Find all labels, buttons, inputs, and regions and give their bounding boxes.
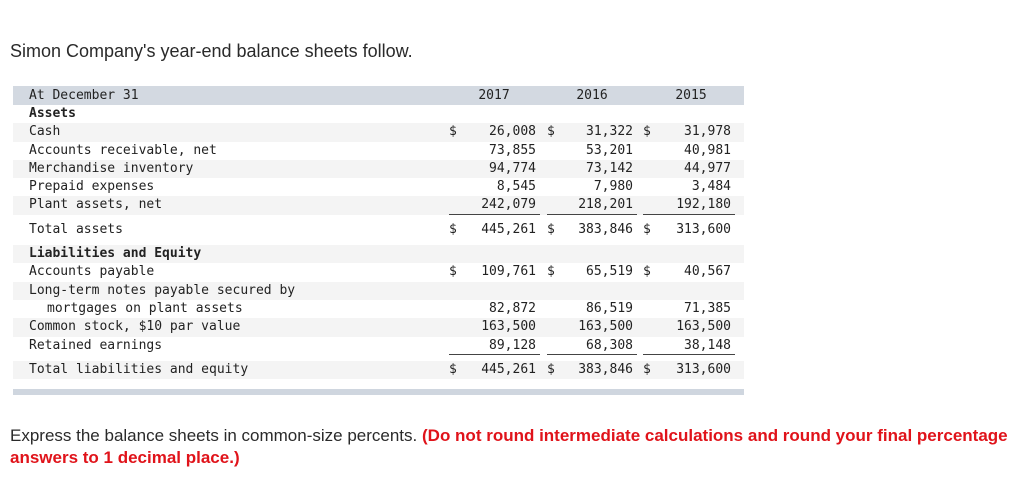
- row-long-term-notes-line1: Long-term notes payable secured by: [13, 282, 744, 300]
- value-cell: [547, 123, 637, 141]
- amount-value: 73,855: [489, 142, 536, 158]
- value-cell: [449, 221, 540, 239]
- value-cell: [449, 263, 540, 281]
- row-total-liabilities-equity: Total liabilities and equity $ 445,261 $ 383,846 $ 313,600: [13, 361, 744, 379]
- amount-value: 218,201: [578, 197, 633, 213]
- intro-text: Simon Company's year-end balance sheets follow.: [10, 41, 413, 61]
- value-cell: [449, 123, 540, 141]
- value-cell: [643, 221, 735, 239]
- value-cell: [449, 318, 540, 336]
- value-cell: [643, 123, 735, 141]
- value-cell: [547, 361, 637, 379]
- amount-value: 53,201: [586, 142, 633, 158]
- row-accounts-payable: Accounts payable $ 109,761 $ 65,519 $ 40,567: [13, 263, 744, 281]
- amount-value: 65,519: [586, 264, 633, 280]
- year-2017: 2017: [478, 88, 510, 103]
- amount-value: 7,980: [593, 179, 633, 195]
- value-cell: [449, 142, 540, 160]
- value-cell: [547, 337, 637, 355]
- currency-symbol: $: [547, 221, 555, 237]
- value-cell: [643, 142, 735, 160]
- row-common-stock: Common stock, $10 par value 163,500 163,500 163,500: [13, 318, 744, 336]
- currency-symbol: $: [643, 264, 651, 280]
- amount-value: 445,261: [481, 221, 536, 237]
- value-cell: [643, 178, 735, 196]
- value-cell: [643, 160, 735, 178]
- currency-symbol: $: [449, 361, 457, 377]
- amount-value: 31,322: [586, 124, 633, 140]
- amount-value: 89,128: [489, 337, 536, 353]
- currency-symbol: $: [643, 124, 651, 140]
- value-cell: [643, 263, 735, 281]
- amount-value: 163,500: [481, 319, 536, 335]
- value-cell: [449, 361, 540, 379]
- currency-symbol: $: [547, 124, 555, 140]
- row-total-assets: Total assets $ 445,261 $ 383,846 $ 313,600: [13, 221, 744, 239]
- amount-value: 192,180: [676, 197, 731, 213]
- amount-value: 163,500: [676, 319, 731, 335]
- row-retained-earnings: Retained earnings 89,128 68,308 38,148: [13, 337, 744, 355]
- value-cell: [547, 142, 637, 160]
- row-prepaid-expenses: Prepaid expenses 8,545 7,980 3,484: [13, 178, 744, 196]
- row-plant-assets: Plant assets, net 242,079 218,201 192,180: [13, 196, 744, 214]
- amount-value: 82,872: [489, 300, 536, 316]
- currency-symbol: $: [449, 221, 457, 237]
- currency-symbol: $: [547, 361, 555, 377]
- table-header: [13, 86, 744, 105]
- row-accounts-receivable: Accounts receivable, net 73,855 53,201 40,981: [13, 142, 744, 160]
- amount-value: 313,600: [676, 361, 731, 377]
- year-2015: 2015: [675, 88, 707, 103]
- currency-symbol: $: [547, 264, 555, 280]
- value-cell: [449, 196, 540, 214]
- value-cell: [547, 263, 637, 281]
- amount-value: 313,600: [676, 221, 731, 237]
- value-cell: [643, 196, 735, 214]
- amount-value: 38,148: [684, 337, 731, 353]
- value-cell: [547, 300, 637, 318]
- question-text: Express the balance sheets in common-size percents.: [10, 426, 418, 445]
- year-2016: 2016: [576, 88, 608, 103]
- row-merchandise-inventory: Merchandise inventory 94,774 73,142 44,977: [13, 160, 744, 178]
- amount-value: 71,385: [684, 300, 731, 316]
- amount-value: 26,008: [489, 124, 536, 140]
- balance-sheet-table: [13, 86, 744, 379]
- value-cell: [449, 178, 540, 196]
- amount-value: 94,774: [489, 160, 536, 176]
- row-cash: Cash $ 26,008 $ 31,322 $ 31,978: [13, 123, 744, 141]
- amount-value: 242,079: [481, 197, 536, 213]
- value-cell: [547, 318, 637, 336]
- amount-value: 3,484: [691, 179, 731, 195]
- section-liabilities-equity: Liabilities and Equity: [13, 245, 744, 263]
- row-long-term-notes-line2: mortgages on plant assets 82,872 86,519 71,385: [13, 300, 744, 318]
- currency-symbol: $: [449, 264, 457, 280]
- amount-value: 383,846: [578, 361, 633, 377]
- amount-value: 40,567: [684, 264, 731, 280]
- value-cell: [449, 300, 540, 318]
- value-cell: [547, 160, 637, 178]
- question-instructions: [10, 425, 1015, 469]
- value-cell: [449, 160, 540, 178]
- value-cell: [547, 196, 637, 214]
- amount-value: 445,261: [481, 361, 536, 377]
- question-emphasis: (Do not round intermediate calculations and round your final percentage answers to 1 decimal place.): [10, 426, 1008, 467]
- value-cell: [547, 221, 637, 239]
- amount-value: 8,545: [496, 179, 536, 195]
- amount-value: 68,308: [586, 337, 633, 353]
- value-cell: [643, 361, 735, 379]
- table-bottom-rule: [13, 389, 744, 395]
- amount-value: 383,846: [578, 221, 633, 237]
- section-assets: Assets: [29, 106, 76, 121]
- value-cell: [547, 178, 637, 196]
- header-label: At December 31: [29, 88, 139, 103]
- amount-value: 73,142: [586, 160, 633, 176]
- value-cell: [449, 337, 540, 355]
- currency-symbol: $: [643, 361, 651, 377]
- currency-symbol: $: [449, 124, 457, 140]
- amount-value: 86,519: [586, 300, 633, 316]
- value-cell: [643, 300, 735, 318]
- amount-value: 44,977: [684, 160, 731, 176]
- amount-value: 109,761: [481, 264, 536, 280]
- amount-value: 163,500: [578, 319, 633, 335]
- amount-value: 40,981: [684, 142, 731, 158]
- amount-value: 31,978: [684, 124, 731, 140]
- currency-symbol: $: [643, 221, 651, 237]
- value-cell: [643, 337, 735, 355]
- value-cell: [643, 318, 735, 336]
